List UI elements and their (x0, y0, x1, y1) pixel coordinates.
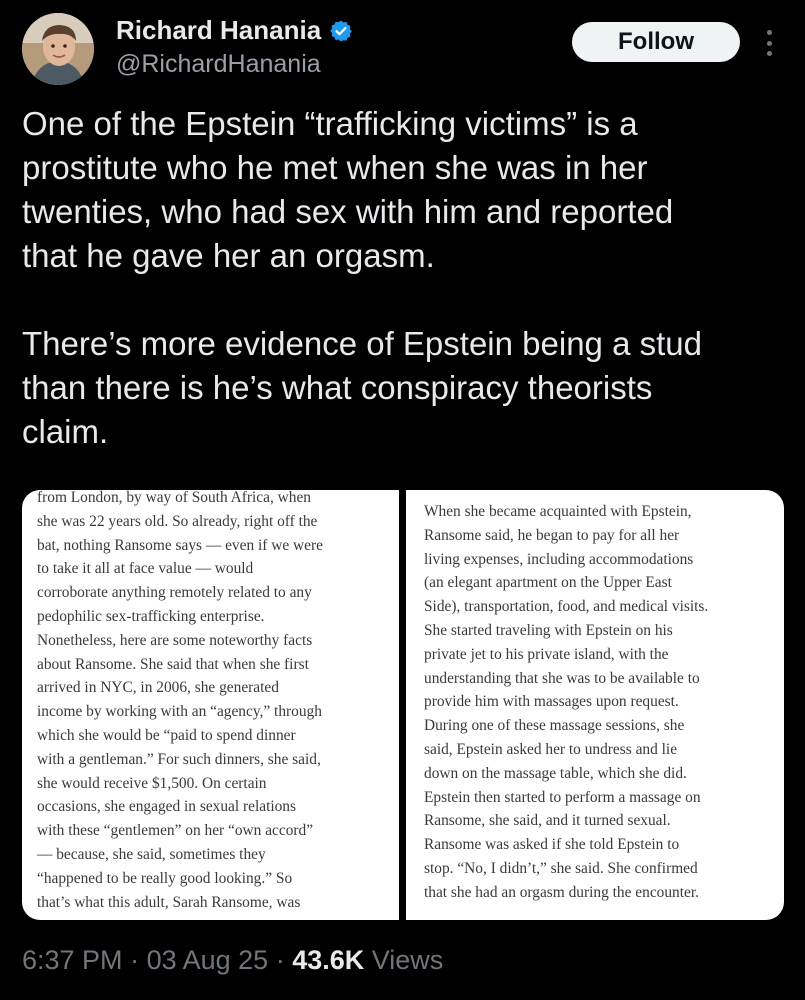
document-text-right (424, 500, 784, 905)
more-dot (767, 41, 772, 46)
document-line: During one of these massage sessions, she (424, 717, 685, 735)
document-line: bat, nothing Ransome says — even if we were (37, 536, 323, 554)
document-line: that’s what this adult, Sarah Ransome, was (37, 893, 301, 911)
tweet-line: claim. (22, 413, 109, 450)
document-line: Side), transportation, food, and medical visits. (424, 598, 709, 616)
document-line: said, Epstein asked her to undress and lie (424, 740, 678, 758)
document-line: Ransome said, he began to pay for all her (424, 526, 680, 544)
more-dot (767, 30, 772, 35)
verified-badge-icon (329, 19, 353, 43)
tweet-text (22, 102, 792, 454)
document-line: from London, by way of South Africa, when (37, 490, 311, 506)
more-dot (767, 51, 772, 56)
document-text-left (37, 490, 399, 914)
document-line: that she had an orgasm during the encounter. (424, 883, 699, 901)
document-line: When she became acquainted with Epstein, (424, 503, 692, 520)
tweet-time[interactable]: 6:37 PM (22, 945, 123, 975)
document-line: understanding that she was to be available to (424, 669, 700, 687)
tweet-metadata (22, 945, 443, 976)
document-line: which she would be “paid to spend dinner (37, 726, 296, 744)
document-line: income by working with an “agency,” through (37, 703, 322, 721)
more-options-icon[interactable] (760, 26, 778, 60)
document-line: “happened to be really good looking.” So (37, 869, 293, 887)
tweet-line: twenties, who had sex with him and reported (22, 193, 674, 230)
paragraph-gap (22, 278, 792, 322)
document-line: living expenses, including accommodations (424, 550, 694, 568)
document-line: with these “gentlemen” on her “own accord” (37, 822, 314, 840)
document-line: arrived in NYC, in 2006, she generated (37, 679, 279, 697)
document-line: to take it all at face value — would (37, 560, 254, 578)
document-line: Nonetheless, here are some noteworthy facts (37, 631, 313, 649)
document-line: she would receive $1,500. On certain (37, 774, 267, 792)
document-line: down on the massage table, which she did. (424, 764, 687, 782)
document-line: She started traveling with Epstein on his (424, 621, 673, 639)
views-count[interactable]: 43.6K (292, 945, 365, 975)
document-line: occasions, she engaged in sexual relations (37, 798, 296, 816)
avatar-image (22, 13, 94, 85)
author-name[interactable] (116, 15, 353, 46)
tweet-line: that he gave her an orgasm. (22, 237, 435, 274)
tweet-line: There’s more evidence of Epstein being a stud (22, 325, 702, 362)
tweet-media[interactable] (22, 490, 784, 920)
author-handle[interactable]: @RichardHanania (116, 50, 321, 78)
media-image-right[interactable] (406, 490, 784, 920)
document-line: private jet to his private island, with the (424, 645, 669, 663)
follow-button[interactable]: Follow (572, 22, 740, 62)
views-label: Views (364, 945, 444, 975)
document-line: pedophilic sex-trafficking enterprise. (37, 607, 265, 625)
document-line: Ransome, she said, and it turned sexual. (424, 812, 671, 830)
document-line: she was 22 years old. So already, right off the (37, 512, 318, 530)
tweet-line: One of the Epstein “trafficking victims” is a (22, 105, 638, 142)
document-line: Epstein then started to perform a massage on (424, 788, 701, 806)
tweet-date[interactable]: 03 Aug 25 (146, 945, 269, 975)
document-line: about Ransome. She said that when she first (37, 655, 309, 673)
tweet-line: prostitute who he met when she was in her (22, 149, 648, 186)
document-line: (an elegant apartment on the Upper East (424, 574, 672, 592)
tweet-header (0, 0, 805, 100)
author-name-text: Richard Hanania (116, 15, 322, 45)
avatar[interactable] (22, 13, 94, 85)
document-line: stop. “No, I didn’t,” she said. She confirmed (424, 859, 698, 877)
tweet-line: than there is he’s what conspiracy theorists (22, 369, 653, 406)
document-line: — because, she said, sometimes they (37, 845, 266, 863)
media-image-left[interactable] (22, 490, 399, 920)
document-line: provide him with massages upon request. (424, 693, 679, 711)
document-line: Ransome was asked if she told Epstein to (424, 836, 680, 854)
document-line: with a gentleman.” For such dinners, she said, (37, 750, 321, 768)
separator: · (122, 945, 147, 975)
document-line: corroborate anything remotely related to any (37, 584, 312, 602)
separator: · (268, 945, 293, 975)
